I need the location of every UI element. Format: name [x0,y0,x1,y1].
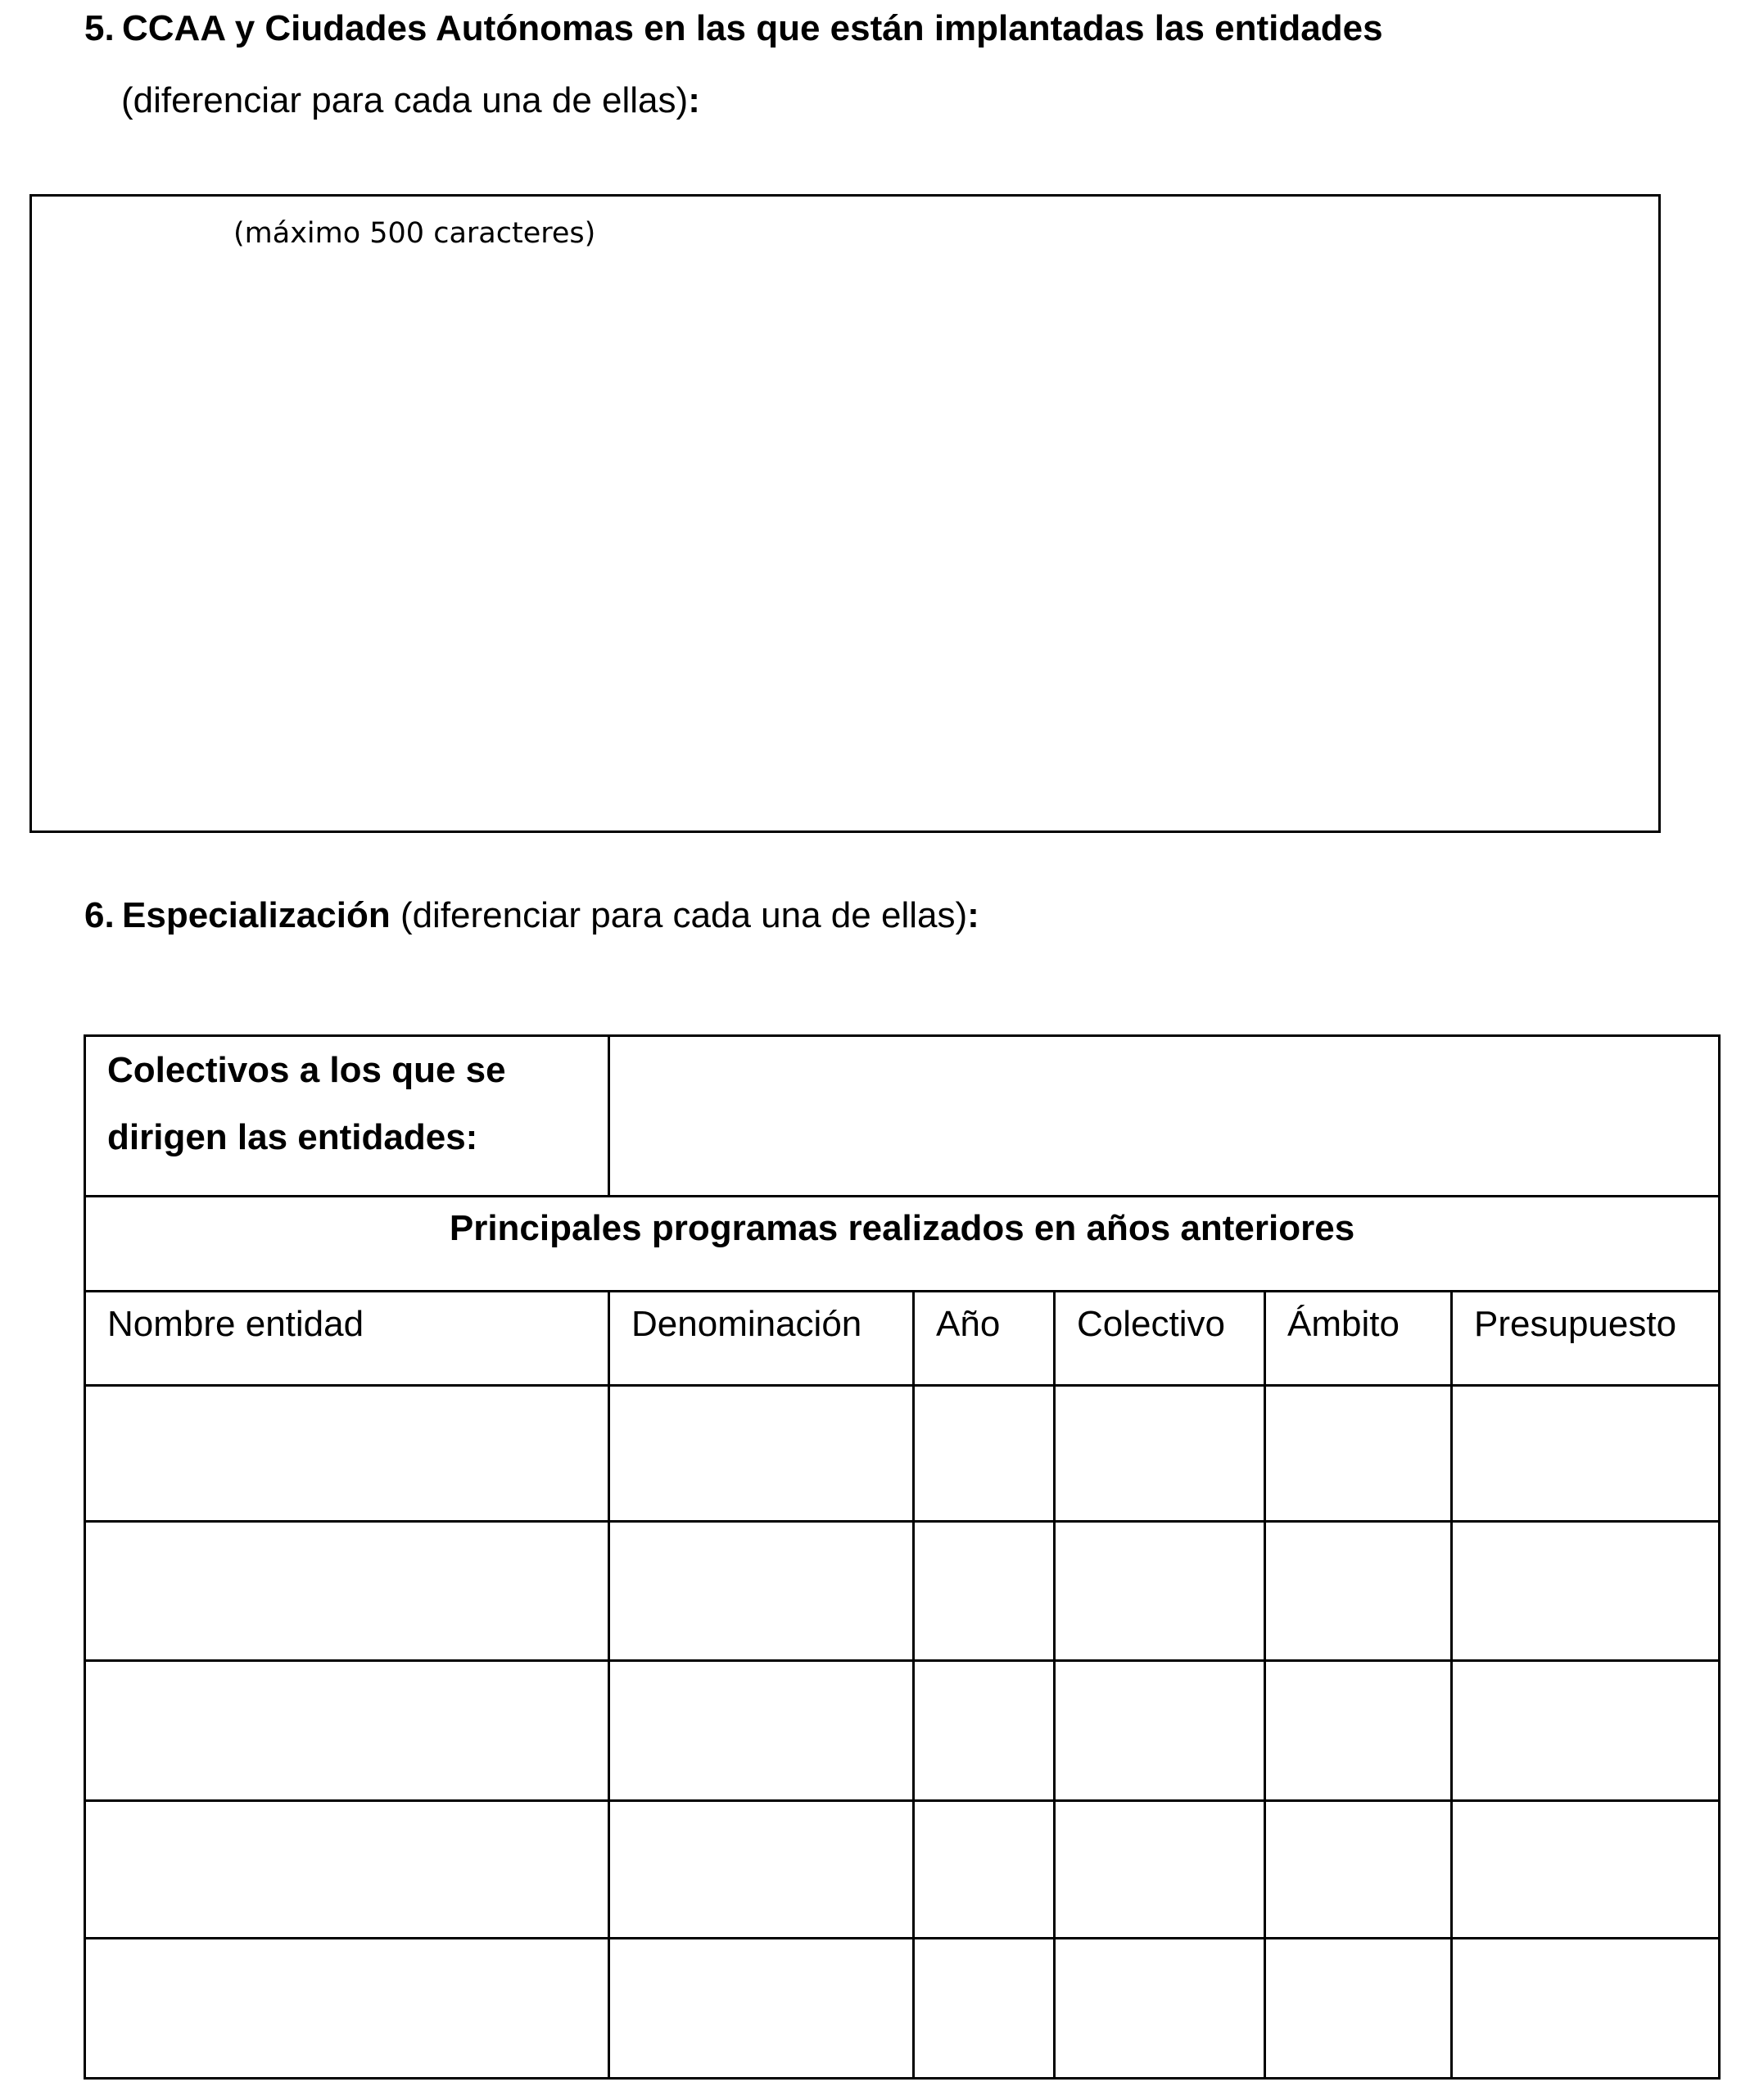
cell-colectivo[interactable] [1055,1386,1265,1522]
cell-ambito[interactable] [1265,1801,1452,1939]
cell-denominacion[interactable] [609,1939,914,2079]
cell-presupuesto[interactable] [1452,1386,1720,1522]
cell-presupuesto[interactable] [1452,1939,1720,2079]
colectivos-input-cell[interactable] [609,1036,1720,1197]
section-5-heading [84,2,1383,56]
cell-nombre-entidad[interactable] [85,1939,609,2079]
table-row [85,1386,1720,1522]
cell-presupuesto[interactable] [1452,1522,1720,1661]
max-characters-hint: (máximo 500 caracteres) [233,217,596,250]
cell-colectivo[interactable] [1055,1801,1265,1939]
section-5-colon: : [688,80,700,120]
cell-ambito[interactable] [1265,1661,1452,1801]
cell-ano[interactable] [914,1522,1055,1661]
header-ambito: Ámbito [1265,1292,1452,1386]
table-row [85,1801,1720,1939]
cell-nombre-entidad[interactable] [85,1801,609,1939]
cell-presupuesto[interactable] [1452,1661,1720,1801]
cell-colectivo[interactable] [1055,1939,1265,2079]
cell-ano[interactable] [914,1939,1055,2079]
section-5-subtitle-line [121,74,700,128]
section-6-title: Especialización [122,895,391,935]
section-6-number: 6. [84,895,115,935]
cell-denominacion[interactable] [609,1801,914,1939]
table-row [85,1939,1720,2079]
header-denominacion: Denominación [609,1292,914,1386]
header-ano: Año [914,1292,1055,1386]
cell-ano[interactable] [914,1661,1055,1801]
table-row [85,1522,1720,1661]
header-nombre-entidad: Nombre entidad [85,1292,609,1386]
section-5-number: 5. [84,8,115,48]
cell-denominacion[interactable] [609,1386,914,1522]
section-6-heading [84,889,979,943]
cell-ambito[interactable] [1265,1522,1452,1661]
colectivos-label: Colectivos a los que se dirigen las entidades: [85,1036,609,1197]
cell-presupuesto[interactable] [1452,1801,1720,1939]
table-header-row [85,1292,1720,1386]
cell-denominacion[interactable] [609,1661,914,1801]
section-5-title: CCAA y Ciudades Autónomas en las que están implantadas las entidades [122,8,1383,48]
cell-ano[interactable] [914,1386,1055,1522]
cell-colectivo[interactable] [1055,1522,1265,1661]
header-presupuesto: Presupuesto [1452,1292,1720,1386]
cell-nombre-entidad[interactable] [85,1522,609,1661]
colectivos-row [85,1036,1720,1197]
programs-title-row [85,1197,1720,1292]
table-row [85,1661,1720,1801]
section-5-subtitle: (diferenciar para cada una de ellas) [121,80,689,120]
section-6-subtitle: (diferenciar para cada una de ellas) [400,895,968,935]
ccaa-text-area[interactable] [29,194,1661,833]
header-colectivo: Colectivo [1055,1292,1265,1386]
cell-nombre-entidad[interactable] [85,1661,609,1801]
cell-nombre-entidad[interactable] [85,1386,609,1522]
cell-denominacion[interactable] [609,1522,914,1661]
cell-ambito[interactable] [1265,1386,1452,1522]
cell-ambito[interactable] [1265,1939,1452,2079]
programs-title: Principales programas realizados en años anteriores [85,1197,1720,1292]
section-6-colon: : [967,895,979,935]
cell-colectivo[interactable] [1055,1661,1265,1801]
cell-ano[interactable] [914,1801,1055,1939]
specialization-table [84,1034,1721,2080]
